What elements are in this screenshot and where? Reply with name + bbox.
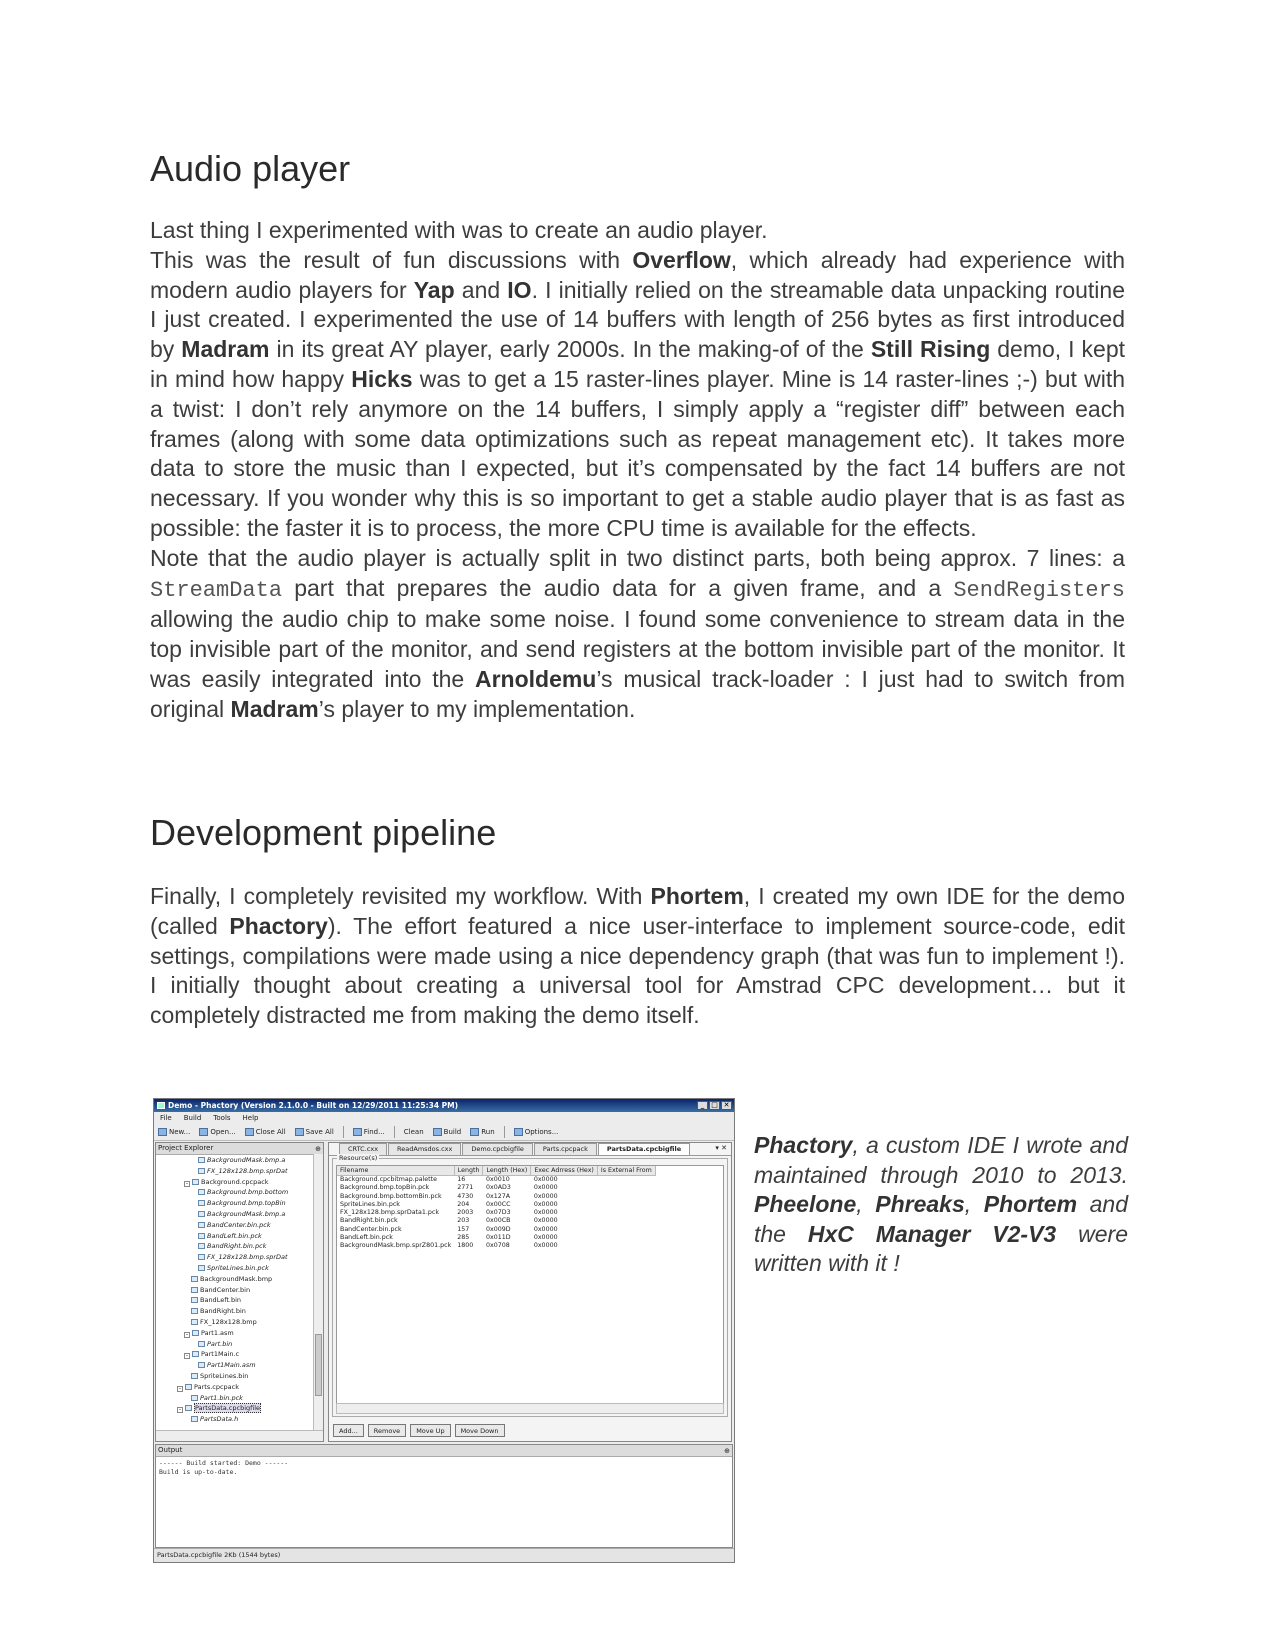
text: part that prepares the audio data for a given frame, and a <box>282 574 954 601</box>
tree-node[interactable] <box>156 1220 323 1231</box>
text: Finally, I completely revisited my workflow. With <box>150 883 651 909</box>
build-icon <box>433 1128 442 1136</box>
file-icon <box>191 1395 198 1401</box>
explorer-vscroll[interactable] <box>313 1154 323 1431</box>
tree-node-label: Part1.asm <box>201 1328 234 1337</box>
table-cell <box>597 1209 655 1217</box>
text: were written with it ! <box>754 1220 1128 1276</box>
tab-controls[interactable]: ▾ ✕ <box>715 1144 727 1152</box>
name-arnoldemu: Arnoldemu <box>474 665 597 692</box>
tree-node[interactable] <box>156 1155 323 1166</box>
code-sendregisters: SendRegisters <box>953 577 1125 603</box>
text: ). The effort featured a nice user-interface to implement source-code, edit settings, compilations were made using a nice dependency graph (that was fun to implement !). I initially thought about creating a universal tool for Amstrad CPC development… but it completely distracted me from making the demo itself. <box>150 912 1125 1029</box>
name-io: IO <box>507 276 532 303</box>
tree-node[interactable] <box>156 1360 323 1371</box>
open-button[interactable] <box>199 1128 235 1136</box>
label: Build <box>443 1128 462 1136</box>
tab-strip <box>329 1143 731 1156</box>
expand-toggle-icon[interactable]: - <box>185 1352 189 1360</box>
paragraph-pipeline <box>150 882 1125 1031</box>
menu-tools[interactable]: Tools <box>213 1114 231 1122</box>
table-cell: 0x0AD3 <box>485 1184 511 1192</box>
table-cell: 0x00CC <box>485 1200 511 1208</box>
tree-node[interactable] <box>156 1231 323 1242</box>
close-icon <box>245 1128 254 1136</box>
tree-node-label: BandCenter.bin <box>200 1285 251 1294</box>
tab-0[interactable]: CRTC.cxx <box>339 1143 387 1155</box>
file-icon <box>198 1189 205 1195</box>
new-file-icon <box>158 1128 167 1136</box>
tree-node[interactable] <box>156 1198 323 1209</box>
label: Options... <box>524 1128 559 1136</box>
tree-node-label: FX_128x128.bmp.sprDat <box>207 1166 288 1175</box>
heading-development-pipeline: Development pipeline <box>150 812 497 853</box>
tree-node[interactable] <box>156 1339 323 1350</box>
table-cell: 0x0000 <box>533 1176 558 1183</box>
tree-node[interactable] <box>156 1209 323 1220</box>
table-cell <box>597 1226 655 1234</box>
pin-icon[interactable]: ⊕ <box>724 1447 730 1455</box>
file-icon <box>198 1157 205 1163</box>
file-icon <box>198 1211 205 1217</box>
remove-button[interactable]: Remove <box>368 1424 406 1437</box>
file-icon <box>191 1276 198 1282</box>
text: ’s musical track-loader : I just had to switch from original <box>150 665 1125 722</box>
text: demo, I kept in mind how happy <box>150 336 1125 392</box>
name-madram: Madram <box>230 695 319 722</box>
name-phortem: Phortem <box>983 1191 1078 1217</box>
table-cell: 0x00CB <box>485 1217 511 1225</box>
project-tree <box>156 1155 323 1425</box>
table-cell: 157 <box>457 1225 470 1233</box>
tree-node[interactable] <box>156 1252 323 1263</box>
explorer-header <box>156 1143 323 1155</box>
file-icon <box>191 1373 198 1379</box>
find-button[interactable] <box>353 1128 385 1136</box>
tree-node-label: Part1Main.asm <box>207 1361 256 1370</box>
tree-node[interactable] <box>156 1263 323 1274</box>
tree-node[interactable] <box>156 1306 323 1317</box>
table-cell: BandCenter.bin.pck <box>340 1225 402 1233</box>
name-overflow: Overflow <box>632 246 731 273</box>
table-cell: 2003 <box>457 1209 474 1217</box>
table-header <box>337 1166 655 1176</box>
tree-node[interactable] <box>156 1274 323 1285</box>
output-title: Output <box>158 1446 183 1454</box>
table-cell: 0x009D <box>485 1225 511 1233</box>
text: ’s player to my implementation. <box>318 695 636 722</box>
label: Run <box>481 1128 495 1136</box>
file-icon <box>198 1222 205 1228</box>
tree-node[interactable] <box>156 1241 323 1252</box>
expand-toggle-icon[interactable]: - <box>178 1406 182 1414</box>
menu-build[interactable]: Build <box>183 1114 202 1122</box>
tree-node-label: PartsData.cpcbigfile <box>195 1404 261 1413</box>
file-icon <box>191 1297 198 1303</box>
table-cell <box>597 1242 655 1250</box>
table-cell <box>597 1234 655 1242</box>
document-pane <box>328 1142 732 1442</box>
app-icon <box>157 1102 165 1109</box>
expand-toggle-icon[interactable]: - <box>185 1330 189 1338</box>
table-cell: 0x0000 <box>533 1200 558 1208</box>
build-button[interactable] <box>433 1128 462 1136</box>
tree-node[interactable] <box>156 1166 323 1177</box>
column-header[interactable]: Length <box>454 1166 483 1176</box>
tree-node[interactable] <box>156 1328 323 1339</box>
table-cell: FX_128x128.bmp.sprData1.pck <box>340 1209 439 1217</box>
menu-help[interactable]: Help <box>242 1114 259 1122</box>
column-header[interactable]: Exec Adrress (Hex) <box>531 1166 598 1176</box>
table-row[interactable] <box>337 1193 655 1201</box>
table-cell: BandLeft.bin.pck <box>340 1234 393 1242</box>
divider <box>394 1126 395 1138</box>
tree-node-label: BackgroundMask.bmp.a <box>207 1156 286 1164</box>
project-explorer <box>155 1142 324 1442</box>
tree-node-label: SpriteLines.bin <box>200 1371 249 1380</box>
file-icon <box>198 1168 205 1174</box>
text: , I created my own IDE for the demo (called <box>150 883 1125 939</box>
output-panel <box>155 1444 733 1548</box>
status-bar: PartsData.cpcbigfile 2Kb (1544 bytes) <box>154 1548 734 1562</box>
file-icon <box>185 1405 192 1411</box>
table-row[interactable] <box>337 1184 655 1192</box>
table-cell: 0x0000 <box>533 1192 558 1200</box>
name-yap: Yap <box>413 276 455 303</box>
resources-group <box>332 1154 728 1417</box>
table-cell: 203 <box>457 1217 470 1225</box>
table-cell <box>597 1217 655 1225</box>
table-cell: 0x0000 <box>533 1184 558 1192</box>
tree-node-label: BandLeft.bin <box>200 1296 242 1305</box>
file-icon <box>198 1362 205 1368</box>
tree-node[interactable] <box>156 1285 323 1296</box>
table-cell: 0x07D3 <box>485 1209 511 1217</box>
code-streamdata: StreamData <box>150 577 283 603</box>
label: Find... <box>363 1128 385 1136</box>
play-icon <box>470 1128 479 1136</box>
table-row[interactable] <box>337 1242 655 1250</box>
menu-file[interactable]: File <box>160 1114 172 1122</box>
tree-node-label: BandLeft.bin.pck <box>207 1231 262 1240</box>
tree-node[interactable] <box>156 1371 323 1382</box>
phactory-screenshot <box>153 1098 735 1563</box>
file-icon <box>191 1287 198 1293</box>
tree-node-label: Background.bmp.topBin <box>207 1199 286 1208</box>
name-hxc-manager: HxC Manager V2-V3 <box>807 1220 1057 1247</box>
text: was to get a 15 raster-lines player. Mine is 14 raster-lines ;-) but with a twist: I don’t rely anymore on the 14 buffers, I simply apply a “register diff” between each frames (along with some data optimizations such as repeat management etc). It takes more data to store the music than I expected, but it’s compensated by the fact 14 buffers are not necessary. If you wonder why this is so important to get a stable audio player that is as fast as possible: the faster it is to process, the more CPU time is available for the effects. <box>150 365 1125 541</box>
label: Save All <box>305 1128 334 1136</box>
close-button[interactable]: ✕ <box>721 1101 732 1110</box>
tree-node-label: FX_128x128.bmp <box>200 1317 257 1326</box>
tree-node-label: BandRight.bin <box>200 1307 246 1316</box>
text: , which already had experience with modern audio players for <box>150 246 1126 303</box>
binoculars-icon <box>353 1128 362 1136</box>
output-text: ------ Build started: Demo ------ Build is up-to-date. <box>159 1459 289 1476</box>
tree-node-label: BandCenter.bin.pck <box>207 1220 271 1229</box>
screenshot-caption <box>754 1131 1128 1279</box>
save-icon <box>295 1128 304 1136</box>
tree-node-label: Background.cpcpack <box>201 1177 269 1186</box>
tab-4[interactable]: PartsData.cpcbigfile <box>598 1143 690 1155</box>
resources-label: Resource(s) <box>339 1154 378 1162</box>
label: New... <box>169 1128 191 1136</box>
tree-node-label: Part1.bin.pck <box>200 1393 243 1402</box>
name-madram: Madram <box>181 336 270 363</box>
file-icon <box>192 1179 199 1185</box>
text: and the <box>754 1191 1129 1247</box>
explorer-title: Project Explorer <box>158 1144 214 1152</box>
tree-node-label: Background.bmp.bottom <box>207 1188 289 1197</box>
name-phactory: Phactory <box>754 1132 853 1158</box>
file-icon <box>198 1233 205 1239</box>
table-cell: 4730 <box>457 1192 474 1200</box>
divider <box>504 1126 505 1138</box>
text: , <box>856 1191 876 1217</box>
name-phactory: Phactory <box>229 912 328 939</box>
table-cell: 204 <box>457 1200 470 1208</box>
table-cell: 0x0000 <box>533 1217 558 1225</box>
table-row[interactable] <box>337 1234 655 1242</box>
tree-node-label: BandRight.bin.pck <box>207 1242 267 1251</box>
table-cell: 2771 <box>457 1184 474 1192</box>
maximize-button[interactable]: □ <box>709 1101 720 1110</box>
tree-node[interactable] <box>156 1317 323 1328</box>
table-row[interactable] <box>337 1217 655 1225</box>
divider <box>343 1126 344 1138</box>
table-cell: 0x0000 <box>533 1242 558 1250</box>
table-cell: 285 <box>457 1234 470 1242</box>
table-cell: 0x0000 <box>533 1209 558 1217</box>
run-button[interactable] <box>470 1128 494 1136</box>
save-all-button[interactable] <box>295 1128 334 1136</box>
column-header[interactable]: Length (Hex) <box>483 1166 531 1176</box>
table-cell: BandRight.bin.pck <box>340 1217 398 1225</box>
file-icon <box>191 1319 198 1325</box>
tree-node[interactable] <box>156 1295 323 1306</box>
paragraph-intro <box>150 216 1125 725</box>
window-titlebar <box>154 1099 734 1112</box>
folder-icon <box>199 1128 208 1136</box>
resource-buttons <box>333 1424 505 1437</box>
label: Close All <box>255 1128 286 1136</box>
close-all-button[interactable] <box>245 1128 286 1136</box>
text: . I initially relied on the streamable data unpacking routine I just created. I experimented the use of 14 buffers with length of 256 bytes as first introduced by <box>150 276 1125 363</box>
output-header <box>156 1445 732 1457</box>
toolbar <box>154 1124 734 1141</box>
text: allowing the audio chip to make some noise. I found some convenience to stream data in the top invisible part of the monitor, and send registers at the bottom invisible part of the monitor. It was easily integrated into the <box>150 606 1125 692</box>
table-cell: SpriteLines.bin.pck <box>340 1200 400 1208</box>
file-icon <box>198 1265 205 1271</box>
tree-node[interactable] <box>156 1349 323 1360</box>
new-button[interactable] <box>158 1128 190 1136</box>
add-button[interactable]: Add... <box>333 1424 364 1437</box>
table-cell: Background.bmp.topBin.pck <box>340 1184 430 1192</box>
table-cell: 0x0708 <box>485 1242 510 1250</box>
grid-hscroll[interactable] <box>336 1403 724 1414</box>
tree-node-label: BackgroundMask.bmp.a <box>207 1209 286 1218</box>
move-up-button[interactable]: Move Up <box>410 1424 450 1437</box>
label: Open... <box>210 1128 236 1136</box>
tree-node-label: FX_128x128.bmp.sprDat <box>207 1253 288 1262</box>
table-row[interactable] <box>337 1201 655 1209</box>
tree-node-label: Parts.cpcpack <box>194 1382 240 1391</box>
move-down-button[interactable]: Move Down <box>455 1424 505 1437</box>
table-row[interactable] <box>337 1226 655 1234</box>
file-icon <box>191 1308 198 1314</box>
text: and <box>454 276 508 303</box>
text: , <box>964 1191 984 1217</box>
tree-node-label: Part.bin <box>207 1339 233 1348</box>
expand-toggle-icon[interactable]: - <box>185 1179 189 1187</box>
column-header[interactable]: Filename <box>337 1166 454 1176</box>
file-icon <box>191 1416 198 1422</box>
table-cell: 0x011D <box>485 1234 511 1242</box>
text: , a custom IDE I wrote and maintained through 2010 to 2013. <box>754 1132 1128 1188</box>
pin-icon[interactable]: ⊕ <box>315 1145 321 1153</box>
name-phreaks: Phreaks <box>875 1191 965 1217</box>
minimize-button[interactable]: _ <box>697 1101 708 1110</box>
tab-2[interactable]: Demo.cpcbigfile <box>462 1143 533 1155</box>
table-cell: 0x0000 <box>533 1225 558 1233</box>
table-cell <box>597 1201 655 1209</box>
tree-node[interactable] <box>156 1382 323 1393</box>
file-icon <box>198 1243 205 1249</box>
clean-button[interactable] <box>404 1128 424 1136</box>
table-cell: 0x0000 <box>533 1234 558 1242</box>
text: Note that the audio player is actually split in two distinct parts, both being approx. 7 lines: a <box>150 544 1125 571</box>
tree-node-label: SpriteLines.bin.pck <box>207 1263 269 1272</box>
menubar <box>154 1112 734 1124</box>
table-cell: 16 <box>457 1176 466 1183</box>
name-hicks: Hicks <box>351 365 413 392</box>
options-button[interactable] <box>514 1128 559 1136</box>
text: This was the result of fun discussions with <box>150 246 633 273</box>
text: Last thing I experimented with was to create an audio player. <box>150 217 768 243</box>
name-phortem: Phortem <box>650 883 744 909</box>
tree-node[interactable] <box>156 1414 323 1425</box>
tree-node-label: Part1Main.c <box>201 1350 240 1359</box>
window-title: Demo - Phactory (Version 2.1.0.0 - Built on 12/29/2011 11:25:34 PM) <box>168 1101 459 1110</box>
tree-node-label: PartsData.h <box>200 1415 239 1424</box>
options-icon <box>514 1128 523 1136</box>
table-cell <box>597 1193 655 1201</box>
table-row[interactable] <box>337 1209 655 1217</box>
name-still-rising: Still Rising <box>870 336 991 363</box>
file-icon <box>198 1254 205 1260</box>
table-row[interactable] <box>337 1176 655 1185</box>
label: Clean <box>403 1128 424 1136</box>
table-cell: BackgroundMask.bmp.sprZ801.pck <box>340 1242 452 1250</box>
table-cell: 1800 <box>457 1242 474 1250</box>
resources-grid <box>336 1165 724 1404</box>
file-icon <box>192 1351 199 1357</box>
explorer-hscroll[interactable] <box>156 1430 323 1441</box>
file-icon <box>198 1200 205 1206</box>
file-icon <box>192 1330 199 1336</box>
tree-node[interactable] <box>156 1403 323 1414</box>
tree-node[interactable] <box>156 1187 323 1198</box>
file-icon <box>198 1341 205 1347</box>
table-cell <box>597 1184 655 1192</box>
table-cell: Background.bmp.bottomBin.pck <box>340 1192 442 1200</box>
tab-3[interactable]: Parts.cpcpack <box>534 1143 597 1155</box>
tree-node[interactable] <box>156 1177 323 1188</box>
tree-node[interactable] <box>156 1393 323 1404</box>
heading-audio-player: Audio player <box>150 148 351 189</box>
table-cell <box>597 1176 655 1185</box>
tree-node-label: BackgroundMask.bmp <box>200 1274 273 1283</box>
table-cell: 0x127A <box>485 1192 511 1200</box>
name-pheelone: Pheelone <box>754 1191 857 1217</box>
expand-toggle-icon[interactable]: - <box>178 1384 182 1392</box>
column-header[interactable]: Is External From <box>597 1166 655 1176</box>
file-icon <box>185 1384 192 1390</box>
text: in its great AY player, early 2000s. In the making-of of the <box>269 336 871 363</box>
tab-1[interactable]: ReadAmsdos.cxx <box>388 1143 461 1155</box>
table-cell: 0x0010 <box>485 1176 510 1183</box>
table-cell: Background.cpcbitmap.palette <box>340 1176 437 1183</box>
